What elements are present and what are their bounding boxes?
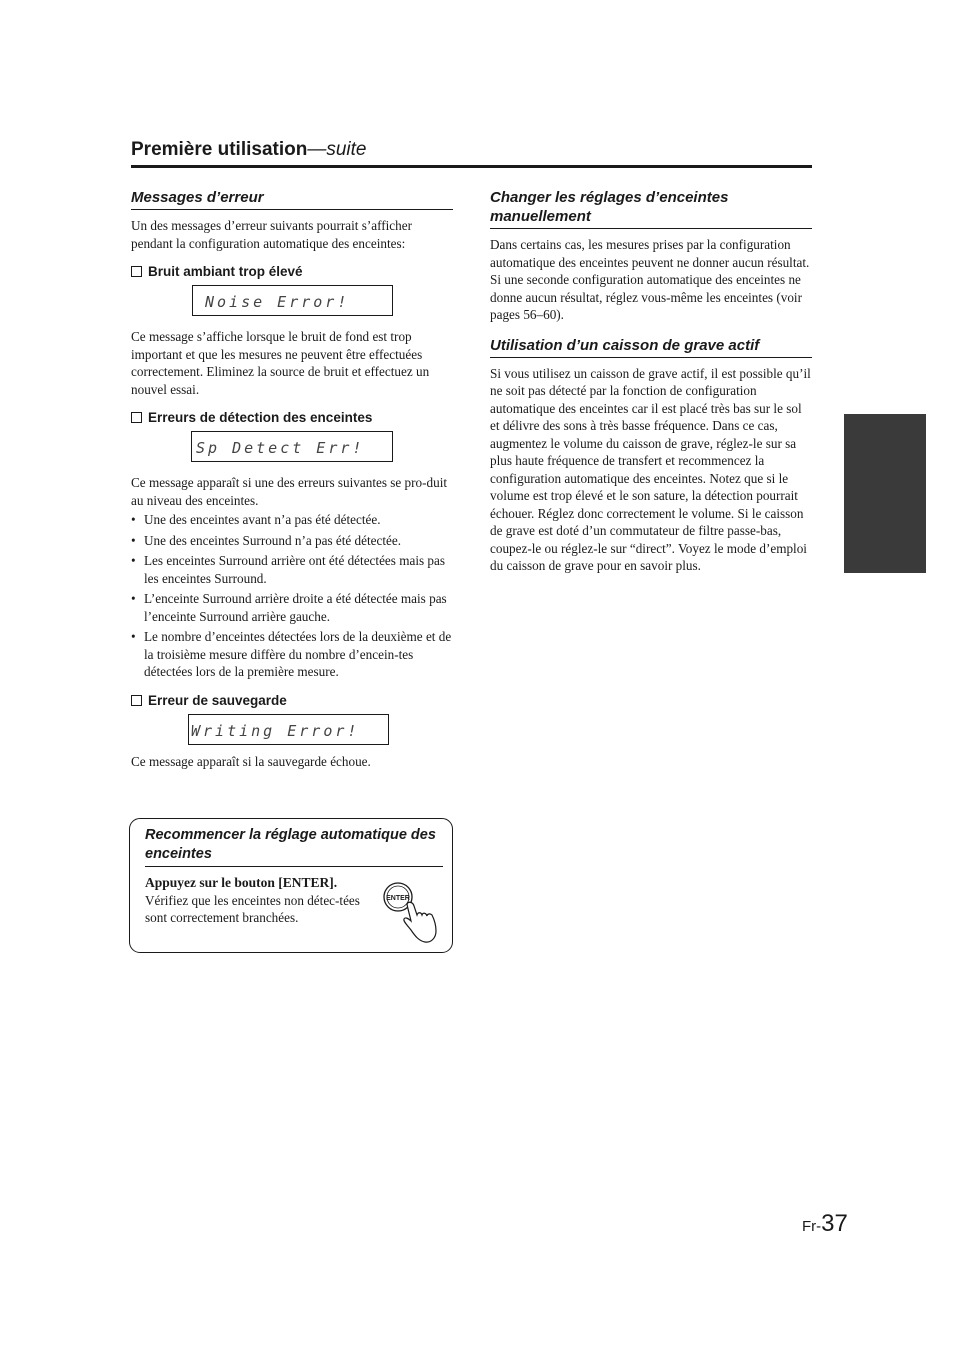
list-item: • Une des enceintes avant n’a pas été détectée. [131, 511, 453, 529]
detect-bullet-list [131, 511, 453, 681]
detect-heading-label: Erreurs de détection des enceintes [148, 410, 373, 425]
page-title [131, 139, 366, 161]
checkbox-icon [131, 695, 142, 706]
detect-error-display: Sp Detect Err! [191, 431, 393, 462]
title-main: Première utilisation [131, 139, 308, 160]
section-tab [844, 414, 926, 573]
errors-section-title: Messages d’erreur [131, 188, 453, 210]
detect-heading [131, 410, 453, 425]
left-column [131, 188, 453, 770]
noise-heading [131, 264, 453, 279]
retry-box-text [145, 874, 370, 927]
list-item: • Une des enceintes Surround n’a pas été détectée. [131, 532, 453, 550]
list-item: • Les enceintes Surround arrière ont été détectées mais pas les enceintes Surround. [131, 552, 453, 587]
save-heading-label: Erreur de sauvegarde [148, 692, 287, 708]
title-rule [131, 165, 812, 168]
checkbox-icon [131, 266, 142, 277]
page-number [802, 1210, 848, 1238]
save-heading [131, 693, 453, 708]
save-text: Ce message apparaît si la sauvegarde échoue. [131, 753, 371, 769]
save-error-display: Writing Error! [188, 714, 389, 745]
retry-note: Vérifiez que les enceintes non détec-tées sont correctement branchées. [145, 892, 360, 925]
noise-heading-label: Bruit ambiant trop élevé [148, 264, 303, 279]
list-item: • Le nombre d’enceintes détectées lors de la deuxième et de la troisième mesure diffère du nombre d’encein-tes détectées lors de la première mesure. [131, 628, 453, 681]
subwoofer-section-title: Utilisation d’un caisson de grave actif [490, 336, 812, 358]
checkbox-icon [131, 412, 142, 423]
page-prefix: Fr- [802, 1218, 822, 1235]
manual-text: Dans certains cas, les mesures prises par la configuration automatique des enceintes peuvent ne donner aucun résultat. Si une seconde configuration automatique des enceintes ne donne aucun résultat, réglez vous-même les enceintes (voir pages 56–60). [490, 237, 810, 322]
right-column [490, 188, 812, 575]
title-suite: —suite [307, 139, 367, 160]
subwoofer-text: Si vous utilisez un caisson de grave actif, il est possible qu’il ne soit pas détecté par la fonction de configuration automatique des enceintes car il est placé très bas sur le sol et délivre des sons à très basse fréquence. Dans ce cas, augmentez le volume du caisson de grave, réglez-le sur sa plus haute fréquence de transfert et recommencez la configuration automatique des enceintes. Notez que si le volume est trop élevé et le son sature, la détection pourrait échouer. Réglez donc correctement le volume. Si le caisson de grave est doté d’un commutateur de filtre passe-bas, coupez-le ou réglez-le sur “direct”. Voyez le mode d’emploi du caisson de grave pour en savoir plus. [490, 365, 811, 573]
list-item: • L’enceinte Surround arrière droite a été détectée mais pas l’enceinte Surround arrière gauche. [131, 590, 453, 625]
page-number-value: 37 [821, 1210, 848, 1237]
detect-text: Ce message apparaît si une des erreurs suivantes se pro-duit au niveau des enceintes. [131, 475, 448, 508]
enter-button-icon [381, 880, 443, 946]
retry-box-title: Recommencer la réglage automatique des enceintes [145, 826, 443, 867]
retry-instruction: Appuyez sur le bouton [ENTER]. [145, 875, 338, 890]
manual-section-title: Changer les réglages d’enceintes manuellement [490, 188, 812, 229]
noise-error-display: Noise Error! [192, 285, 393, 316]
enter-icon-label: ENTER [386, 895, 410, 902]
noise-text: Ce message s’affiche lorsque le bruit de fond est trop important et que les mesures ne peuvent être effectuées correctement. Eliminez la source de bruit et effectuez un nouvel essai. [131, 329, 430, 397]
errors-intro: Un des messages d’erreur suivants pourrait s’afficher pendant la configuration automatique des enceintes: [131, 218, 412, 251]
